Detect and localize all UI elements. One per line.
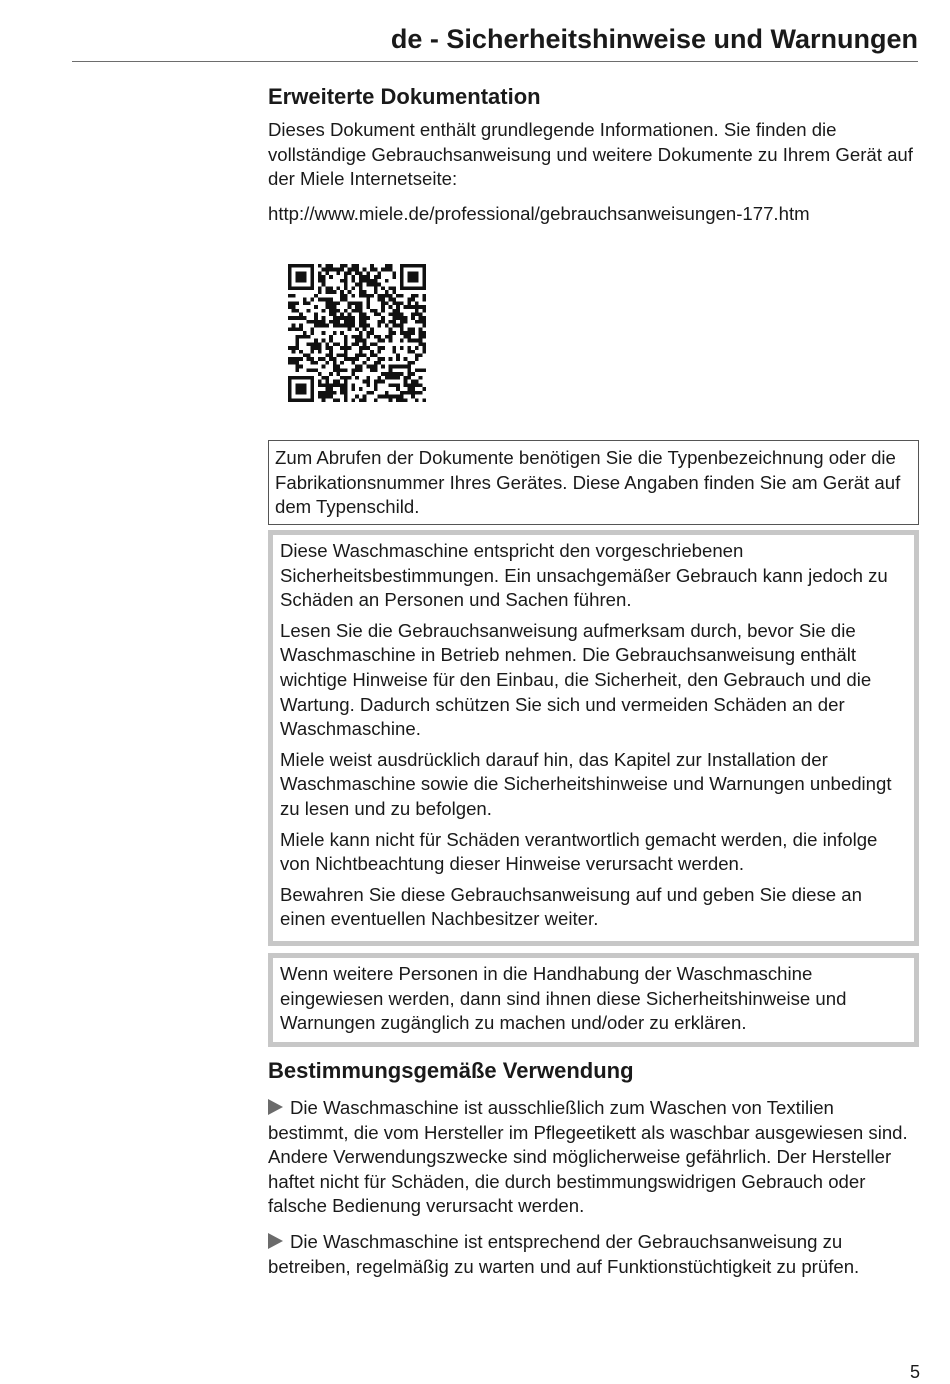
list-item-text: Die Waschmaschine ist entsprechend der Gebrauchsanweisung zu betreiben, regelmäßig zu warten und auf Funktionstüchtigkeit zu prüfen. — [268, 1231, 860, 1277]
warning-paragraph: Miele kann nicht für Schäden verantwortlich gemacht werden, die infolge von Nichtbeachtung dieser Hinweise verursacht werden. — [280, 828, 878, 875]
warning-paragraph: Diese Waschmaschine entspricht den vorgeschriebenen Sicherheitsbestimmungen. Ein unsachgemäßer Gebrauch kann jedoch zu Schäden an Personen und Sachen führen. — [280, 540, 888, 611]
warning-box-2-text: Wenn weitere Personen in die Handhabung der Waschmaschine eingewiesen werden, dann sind ihnen diese Sicherheitshinweise und Warnungen zugänglich zu machen und/oder zu erklären. — [280, 963, 847, 1034]
documentation-paragraph: Dieses Dokument enthält grundlegende Informationen. Sie finden die vollständige Gebrauchsanweisung und weitere Dokumente zu Ihrem Gerät auf der Miele Internetseite: — [268, 119, 913, 190]
list-item-text: Die Waschmaschine ist ausschließlich zum Waschen von Textilien bestimmt, die vom Hersteller im Pflegeetikett als waschbar ausgewiesen sind. Andere Verwendungszwecke sind möglicherweise gefährlich. Der Hersteller haftet nicht für Schäden, die durch bestimmungswidrigen Gebrauch oder falsche Bedienung verursacht werden. — [268, 1097, 908, 1217]
warning-box — [268, 530, 919, 946]
info-box-text: Zum Abrufen der Dokumente benötigen Sie die Typenbezeichnung oder die Fabrikationsnummer Ihres Gerätes. Diese Angaben finden Sie am Gerät auf dem Typenschild. — [275, 447, 901, 518]
qr-code-icon — [288, 264, 426, 402]
documentation-url[interactable]: http://www.miele.de/professional/gebrauchsanweisungen-177.htm — [268, 203, 810, 224]
list-item — [268, 1230, 919, 1279]
warning-paragraph: Lesen Sie die Gebrauchsanweisung aufmerksam durch, bevor Sie die Waschmaschine in Betrieb nehmen. Die Gebrauchsanweisung enthält wichtige Hinweise für den Einbau, die Sicherheit, den Gebrauch und die Wartung. Dadurch schützen Sie sich und vermeiden Schäden an der Waschmaschine. — [280, 619, 872, 740]
info-box — [268, 440, 919, 525]
page-number: 5 — [909, 1362, 920, 1382]
header-title: de - Sicherheitshinweise und Warnungen — [390, 24, 918, 54]
triangle-bullet-icon — [268, 1099, 283, 1115]
list-item — [268, 1096, 919, 1219]
section-heading-intended-use: Bestimmungsgemäße Verwendung — [268, 1058, 634, 1083]
warning-paragraph: Miele weist ausdrücklich darauf hin, das Kapitel zur Installation der Waschmaschine sowie die Sicherheitshinweise und Warnungen unbedingt zu lesen und zu befolgen. — [280, 748, 892, 819]
warning-box-2 — [268, 953, 919, 1047]
page-header — [72, 18, 918, 62]
warning-paragraph: Bewahren Sie diese Gebrauchsanweisung auf und geben Sie diese an einen eventuellen Nachbesitzer weiter. — [280, 883, 862, 930]
section-heading-documentation: Erweiterte Dokumentation — [268, 84, 541, 109]
triangle-bullet-icon — [268, 1233, 283, 1249]
